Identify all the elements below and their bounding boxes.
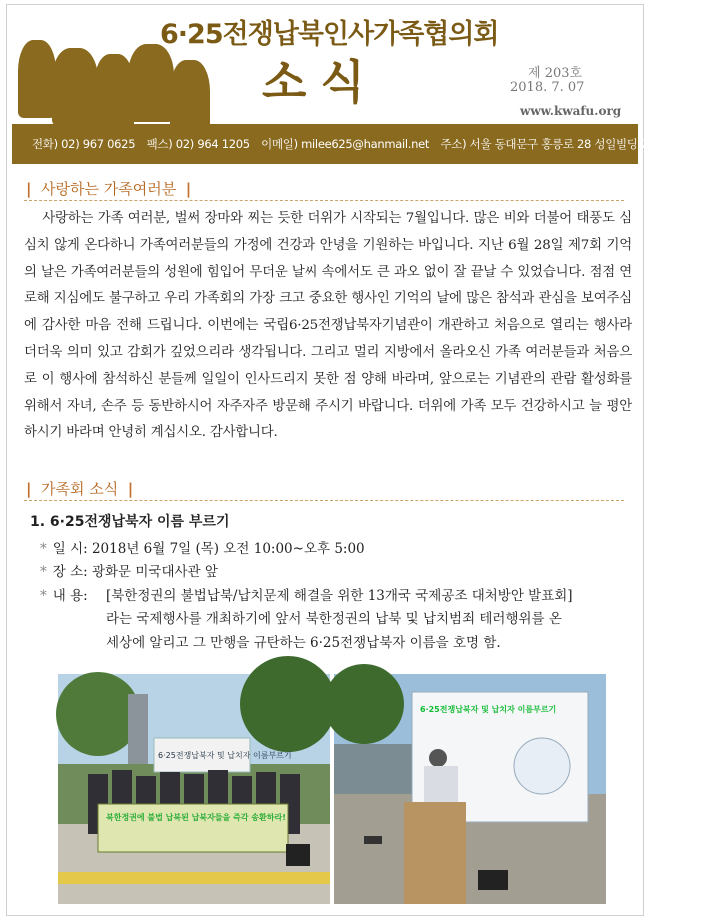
place-value: 광화문 미국대사관 앞 [91,564,218,580]
greeting-heading-text: 사랑하는 가족여러분 [41,180,177,198]
date-label: 일 시: [52,541,88,557]
content-line-1: [북한정권의 불법납북/납치문제 해결을 위한 13개국 국제공조 대처방안 발표회] [106,588,573,604]
bullet-mark: * [40,588,47,604]
left-banner-bottom-text: 북한정권에 불법 납북된 납북자들을 즉각 송환하라! [106,813,286,822]
detail-place [40,560,218,580]
bullet-mark: * [40,564,47,580]
bullet-mark: * [40,541,47,557]
detail-content [40,584,88,604]
greeting-body-text: 사랑하는 가족 여러분, 벌써 장마와 찌는 듯한 더위가 시작되는 7월입니다. 많은 비와 더불어 태풍도 심심치 않게 온다하니 가족여러분들의 가정에 건강과 안녕을 기원하는 바입니다. 지난 6월 28일 제7회 기억의 날은 가족여러분들의 성원에 힘입어 무더운 날씨 속에서도 큰 과오 없이 잘 끝날 수 있었습니다. 점점 연로해 지심에도 불구하고 우리 가족회의 가장 크고 중요한 행사인 기억의 날에 많은 참석과 관심을 보여주심에 감사한 마음 전해 드립니다. 이번에는 국립6·25전쟁납북자기념관이 개관하고 처음으로 열리는 행사라 더더욱 의미 있고 감회가 깊었으리라 생각됩니다. 그리고 멀리 지방에서 올라오신 가족 여러분들과 처음으로 이 행사에 참석하신 분들께 일일이 인사드리지 못한 점 양해 바라며, 앞으로는 기념관의 관람 활성화를 위해서 자녀, 손주 등 동반하시어 자주자주 방문해 주시기 바랍니다. 더위에 가족 모두 건강하시고 늘 평안하시기 바라며 안녕히 계십시오. 감사합니다. [24,211,632,441]
news-divider [24,500,624,501]
contact-bar [12,124,706,164]
contact-email[interactable]: 이메일) milee625@hanmail.net [261,137,430,151]
greeting-divider [24,200,624,201]
website-link[interactable]: www.kwafu.org [520,104,622,118]
news-heading-text: 가족회 소식 [41,480,119,498]
event-photo-left [58,674,330,904]
issue-number: 제 203호 [528,66,583,81]
content-label: 내 용: [52,588,88,604]
place-label: 장 소: [52,564,88,580]
left-banner-top-text: 6·25전쟁납북자 및 납치자 이름부르기 [158,751,292,760]
issue-date: 2018. 7. 07 [510,80,585,95]
contact-phone: 전화) 02) 967 0625 [32,137,136,151]
newsletter-name: 소식 [262,55,379,109]
contact-fax: 팩스) 02) 964 1205 [146,137,250,151]
date-value: 2018년 6월 7일 (목) 오전 10:00~오후 5:00 [91,541,365,557]
greeting-heading: | 사랑하는 가족여러분 | [26,180,192,198]
contact-address: 주소) 서울 동대문구 홍릉로 28 성일빌딩 2층 (02490) [440,137,706,151]
news-heading: | 가족회 소식 | [26,480,134,498]
detail-date [40,537,365,557]
news-item-title: 1. 6·25전쟁납북자 이름 부르기 [30,514,230,530]
content-line-3: 세상에 알리고 그 만행을 규탄하는 6·25전쟁납북자 이름을 호명 함. [106,635,501,651]
event-photo-right [334,674,606,904]
org-title: 6·25전쟁납북인사가족협의회 [160,19,499,50]
greeting-body [24,206,632,447]
right-banner-text: 6·25전쟁납북자 및 납치자 이름부르기 [420,705,557,714]
content-line-2: 라는 국제행사를 개최하기에 앞서 북한정권의 납북 및 납치범죄 테러행위를 온 [106,611,562,627]
